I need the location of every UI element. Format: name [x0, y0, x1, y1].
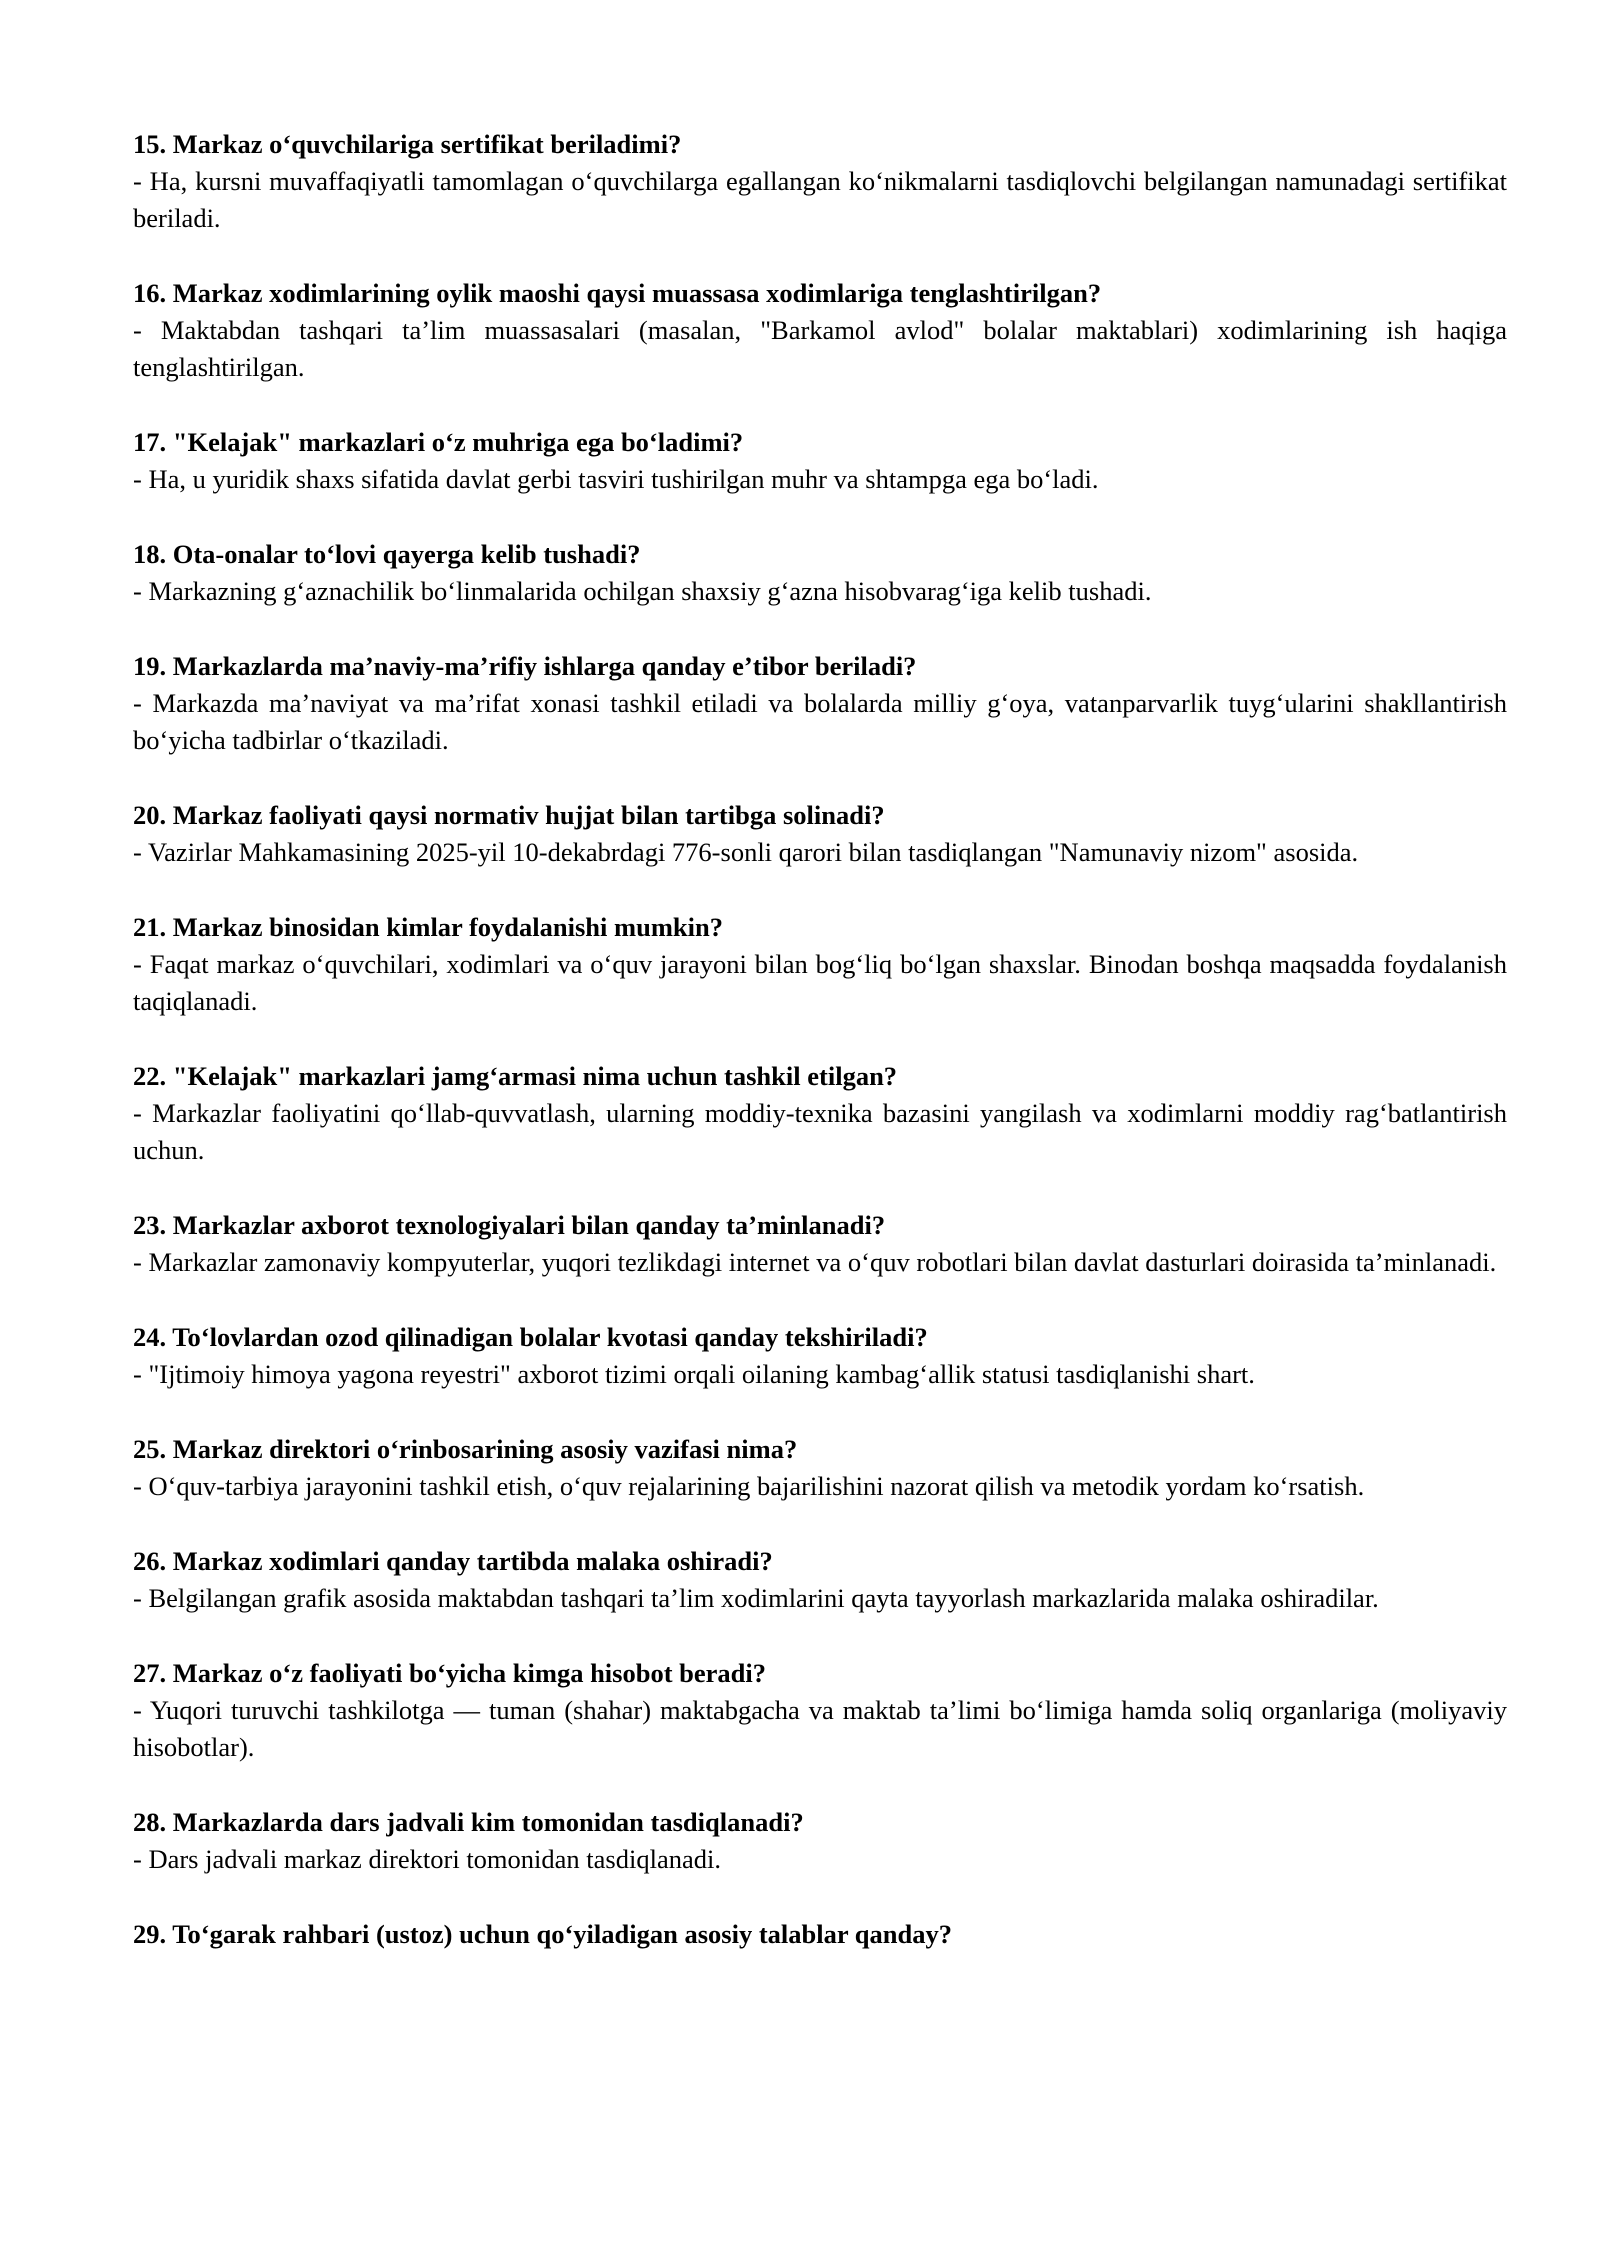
qa-item-29: [133, 1916, 1507, 1953]
question-15: 15. Markaz o‘quvchilariga sertifikat beriladimi?: [133, 129, 682, 159]
question-17: 17. "Kelajak" markazlari o‘z muhriga ega bo‘ladimi?: [133, 427, 744, 457]
qa-item-19: [133, 648, 1507, 759]
qa-item-18: [133, 536, 1507, 610]
answer-19: - Markazda ma’naviyat va ma’rifat xonasi tashkil etiladi va bolalarda milliy g‘oya, vatanparvarlik tuyg‘ularini shakllantirish bo‘yicha tadbirlar o‘tkaziladi.: [133, 688, 1507, 755]
answer-23: - Markazlar zamonaviy kompyuterlar, yuqori tezlikdagi internet va o‘quv robotlari bilan davlat dasturlari doirasida ta’minlanadi.: [133, 1247, 1497, 1277]
answer-25: - O‘quv-tarbiya jarayonini tashkil etish, o‘quv rejalarining bajarilishini nazorat qilish va metodik yordam ko‘rsatish.: [133, 1471, 1365, 1501]
question-27: 27. Markaz o‘z faoliyati bo‘yicha kimga hisobot beradi?: [133, 1658, 767, 1688]
question-20: 20. Markaz faoliyati qaysi normativ hujjat bilan tartibga solinadi?: [133, 800, 885, 830]
qa-item-15: [133, 126, 1507, 237]
question-28: 28. Markazlarda dars jadvali kim tomonidan tasdiqlanadi?: [133, 1807, 804, 1837]
question-16: 16. Markaz xodimlarining oylik maoshi qaysi muassasa xodimlariga tenglashtirilgan?: [133, 278, 1102, 308]
qa-item-26: [133, 1543, 1507, 1617]
qa-item-28: [133, 1804, 1507, 1878]
answer-17: - Ha, u yuridik shaxs sifatida davlat gerbi tasviri tushirilgan muhr va shtampga ega bo‘ladi.: [133, 464, 1099, 494]
answer-27: - Yuqori turuvchi tashkilotga — tuman (shahar) maktabgacha va maktab ta’limi bo‘limiga hamda soliq organlariga (moliyaviy hisobotlar).: [133, 1695, 1507, 1762]
qa-item-22: [133, 1058, 1507, 1169]
answer-15: - Ha, kursni muvaffaqiyatli tamomlagan o‘quvchilarga egallangan ko‘nikmalarni tasdiqlovchi belgilangan namunadagi sertifikat beriladi.: [133, 166, 1507, 233]
answer-21: - Faqat markaz o‘quvchilari, xodimlari va o‘quv jarayoni bilan bog‘liq bo‘lgan shaxslar. Binodan boshqa maqsadda foydalanish taqiqlanadi.: [133, 949, 1507, 1016]
question-26: 26. Markaz xodimlari qanday tartibda malaka oshiradi?: [133, 1546, 773, 1576]
question-21: 21. Markaz binosidan kimlar foydalanishi mumkin?: [133, 912, 724, 942]
answer-16: - Maktabdan tashqari ta’lim muassasalari (masalan, "Barkamol avlod" bolalar maktablari) xodimlarining ish haqiga tenglashtirilgan.: [133, 315, 1507, 382]
question-24: 24. To‘lovlardan ozod qilinadigan bolalar kvotasi qanday tekshiriladi?: [133, 1322, 928, 1352]
answer-22: - Markazlar faoliyatini qo‘llab-quvvatlash, ularning moddiy-texnika bazasini yangilash va xodimlarni moddiy rag‘batlantirish uchun.: [133, 1098, 1507, 1165]
question-29: 29. To‘garak rahbari (ustoz) uchun qo‘yiladigan asosiy talablar qanday?: [133, 1919, 952, 1949]
answer-28: - Dars jadvali markaz direktori tomonidan tasdiqlanadi.: [133, 1844, 721, 1874]
qa-item-17: [133, 424, 1507, 498]
question-19: 19. Markazlarda ma’naviy-ma’rifiy ishlarga qanday e’tibor beriladi?: [133, 651, 917, 681]
question-25: 25. Markaz direktori o‘rinbosarining asosiy vazifasi nima?: [133, 1434, 798, 1464]
qa-item-24: [133, 1319, 1507, 1393]
document-page: [133, 126, 1507, 1991]
question-18: 18. Ota-onalar to‘lovi qayerga kelib tushadi?: [133, 539, 641, 569]
qa-item-21: [133, 909, 1507, 1020]
answer-24: - "Ijtimoiy himoya yagona reyestri" axborot tizimi orqali oilaning kambag‘allik statusi tasdiqlanishi shart.: [133, 1359, 1255, 1389]
qa-item-16: [133, 275, 1507, 386]
question-22: 22. "Kelajak" markazlari jamg‘armasi nima uchun tashkil etilgan?: [133, 1061, 898, 1091]
qa-item-27: [133, 1655, 1507, 1766]
answer-20: - Vazirlar Mahkamasining 2025-yil 10-dekabrdagi 776-sonli qarori bilan tasdiqlangan "Namunaviy nizom" asosida.: [133, 837, 1359, 867]
answer-18: - Markazning g‘aznachilik bo‘linmalarida ochilgan shaxsiy g‘azna hisobvarag‘iga kelib tushadi.: [133, 576, 1152, 606]
question-23: 23. Markazlar axborot texnologiyalari bilan qanday ta’minlanadi?: [133, 1210, 886, 1240]
qa-item-25: [133, 1431, 1507, 1505]
qa-item-23: [133, 1207, 1507, 1281]
answer-26: - Belgilangan grafik asosida maktabdan tashqari ta’lim xodimlarini qayta tayyorlash markazlarida malaka oshiradilar.: [133, 1583, 1379, 1613]
qa-item-20: [133, 797, 1507, 871]
